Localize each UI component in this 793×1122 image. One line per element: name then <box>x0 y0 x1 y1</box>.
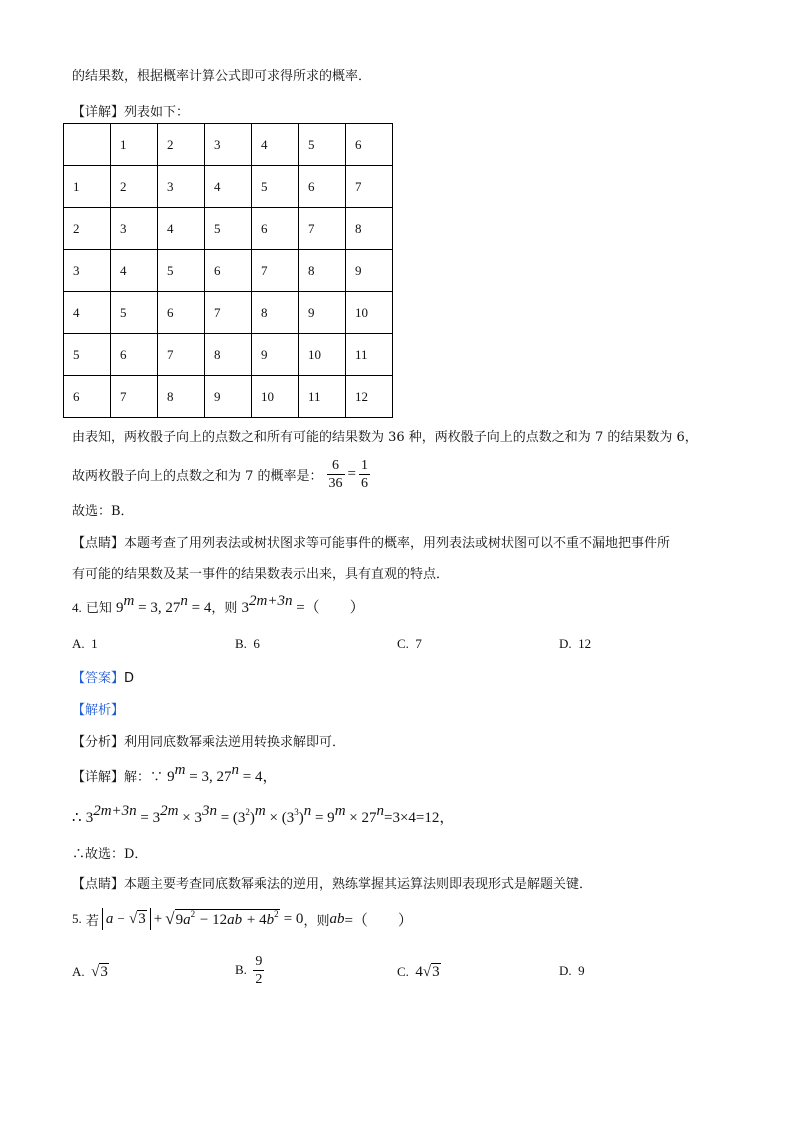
choose-line: 故选：B． <box>72 504 134 519</box>
explanation-line-2 <box>72 454 370 494</box>
fraction-denominator: 2 <box>255 971 263 987</box>
target-math <box>241 593 365 616</box>
table-row <box>64 334 393 376</box>
table-cell: 1 <box>64 166 111 208</box>
absolute-value <box>102 908 151 930</box>
option-text: 1 <box>91 636 98 651</box>
comment-line-2: 有可能的结果数及某一事件的结果数表示出来，具有直观的特点． <box>72 567 450 582</box>
explanation-prefix: 故两枚骰子向上的点数之和为 7 的概率是： <box>72 468 323 484</box>
math-var: b <box>266 912 275 928</box>
math-term: ) <box>249 810 255 826</box>
table-cell: 7 <box>158 334 205 376</box>
radicand: 3 <box>100 964 108 980</box>
q4-detail-line <box>72 762 278 786</box>
table-header-row <box>64 124 393 166</box>
table-cell: 7 <box>252 250 299 292</box>
math-exp: n <box>303 803 312 819</box>
table-cell: 6 <box>346 124 393 166</box>
comment-tag: 【点睛】 <box>72 536 125 551</box>
q5-option-c <box>397 963 441 981</box>
table-cell: 4 <box>252 124 299 166</box>
table-cell: 9 <box>299 292 346 334</box>
q4-option-c <box>397 636 422 652</box>
detail-math <box>167 762 278 785</box>
math-exp: m <box>334 803 346 819</box>
table-cell: 4 <box>111 250 158 292</box>
math-exp: n <box>231 762 239 778</box>
table-cell: 6 <box>299 166 346 208</box>
analysis-label: 【分析】 <box>72 735 125 750</box>
table-cell: 5 <box>205 208 252 250</box>
table-cell: 2 <box>64 208 111 250</box>
table-cell: 4 <box>64 292 111 334</box>
analysis-line <box>72 731 345 750</box>
table-cell: 5 <box>299 124 346 166</box>
math-term: = (3 <box>220 810 246 826</box>
math-term: = 3 <box>140 810 161 826</box>
q4-choose: ∴故选：D． <box>72 847 148 862</box>
table-cell: 10 <box>346 292 393 334</box>
sqrt-icon: √ <box>91 964 100 980</box>
therefore-symbol: ∴ <box>72 808 82 826</box>
cond-rhs-2: = 4 <box>191 600 212 616</box>
table-row <box>64 292 393 334</box>
table-cell: 7 <box>346 166 393 208</box>
question-mid: ，则 <box>211 601 238 616</box>
table-cell: 10 <box>299 334 346 376</box>
table-cell: 9 <box>252 334 299 376</box>
table-cell: 4 <box>158 208 205 250</box>
table-cell: 7 <box>205 292 252 334</box>
table-cell: 3 <box>64 250 111 292</box>
fraction-9-2 <box>253 953 264 988</box>
table-cell: 4 <box>205 166 252 208</box>
calculation-math <box>85 803 455 826</box>
table-row <box>64 208 393 250</box>
math-term: 3 <box>85 810 94 826</box>
math-exp: 2 <box>274 909 279 919</box>
comment-text: 本题考查了用列表法或树状图求等可能事件的概率，用列表法或树状图可以不重不漏地把事件所 <box>124 536 671 551</box>
math-var: a <box>183 912 191 928</box>
fraction-numerator: 1 <box>361 457 369 473</box>
question-prefix: 已知 <box>85 601 112 616</box>
comment-tag: 【点睛】 <box>72 877 125 892</box>
option-text: 9 <box>578 963 585 978</box>
question-5-stem <box>72 906 413 932</box>
option-letter: C. <box>397 964 409 979</box>
option-letter: A. <box>72 636 85 651</box>
math-exp: m <box>254 803 266 819</box>
table-cell: 5 <box>158 250 205 292</box>
target-base: 3 <box>241 600 249 616</box>
sqrt-icon: √ <box>422 964 432 980</box>
radical-body <box>175 909 280 929</box>
detail-heading <box>72 101 189 120</box>
dice-sum-table <box>63 123 393 418</box>
option-letter: D. <box>559 963 572 978</box>
table-cell: 5 <box>252 166 299 208</box>
detail-tag: 【详解】 <box>72 770 125 785</box>
math-exp: 2 <box>190 909 196 919</box>
table-cell: 3 <box>111 208 158 250</box>
answer-tag: 【答案】 <box>72 671 125 686</box>
cond-base: 9 <box>116 600 124 616</box>
analysis-tag: 【解析】 <box>72 703 125 718</box>
coefficient: 4 <box>415 964 423 980</box>
table-cell: 6 <box>111 334 158 376</box>
math-exp: 2m+3n <box>93 803 137 819</box>
option-text: 7 <box>415 636 422 651</box>
option-letter: D. <box>559 636 572 651</box>
cond-exp: m <box>123 593 135 609</box>
sqrt-icon: √ <box>165 909 175 928</box>
fraction-numerator: 9 <box>255 953 263 969</box>
question-4-stem <box>72 593 365 617</box>
table-row <box>64 376 393 418</box>
comment-text: 本题主要考查同底数幂乘法的逆用，熟练掌握其运算法则即表现形式是解题关键． <box>124 877 593 892</box>
math-term: × (3 <box>269 810 295 826</box>
fraction-numerator: 6 <box>327 457 345 475</box>
table-row <box>64 250 393 292</box>
answer-value: D <box>124 671 135 686</box>
q4-calculation <box>72 803 455 827</box>
table-cell: 6 <box>64 376 111 418</box>
table-cell: 5 <box>111 292 158 334</box>
math-term: = 4， <box>242 769 278 785</box>
cond-exp-n: n <box>180 593 188 609</box>
detail-tag: 【详解】 <box>72 105 125 120</box>
detail-text: 列表如下： <box>124 105 190 120</box>
math-op: − <box>117 911 125 926</box>
math-term: = 3, 27 <box>189 769 232 785</box>
radicand: 3 <box>138 911 146 927</box>
table-cell: 3 <box>158 166 205 208</box>
math-term: = 9 <box>314 810 335 826</box>
table-cell: 8 <box>299 250 346 292</box>
option-letter: B. <box>235 636 247 651</box>
math-exp: 2m <box>160 803 179 819</box>
sqrt-icon: √ <box>129 910 138 927</box>
equals-sign: = <box>347 465 357 482</box>
explanation-line-1: 由表知，两枚骰子向上的点数之和所有可能的结果数为 36 种，两枚骰子向上的点数之和为 7 的结果数为 6， <box>72 430 698 445</box>
option-letter: C. <box>397 636 409 651</box>
table-cell: 1 <box>111 124 158 166</box>
math-term: − 12 <box>199 912 228 928</box>
table-cell: 9 <box>346 250 393 292</box>
table-cell: 7 <box>299 208 346 250</box>
table-cell: 6 <box>158 292 205 334</box>
math-op: + <box>153 910 163 927</box>
math-exp: n <box>376 803 384 819</box>
q4-option-b <box>235 636 260 652</box>
option-letter: B. <box>235 962 247 977</box>
math-exp: m <box>174 762 186 778</box>
fraction-denominator: 36 <box>328 475 343 491</box>
q5-option-a <box>72 963 109 981</box>
q4-option-d <box>559 636 591 652</box>
fraction-6-36 <box>327 457 345 492</box>
answer-line <box>72 667 134 686</box>
math-exp: 2 <box>245 807 250 817</box>
option-text: 6 <box>253 636 260 651</box>
table-cell: 8 <box>205 334 252 376</box>
math-exp: 3 <box>294 807 299 817</box>
table-row <box>64 166 393 208</box>
math-var: ab <box>329 910 345 927</box>
table-cell: 2 <box>158 124 205 166</box>
detail-prefix: 解：∵ <box>124 770 164 785</box>
math-var: a <box>105 910 114 927</box>
fraction-1-6 <box>359 457 370 492</box>
math-term: =（ ） <box>344 912 413 929</box>
math-term: = 0 <box>283 910 304 927</box>
question-number: 4. <box>72 600 82 615</box>
analysis-text: 利用同底数幂乘法逆用转换求解即可． <box>124 735 346 750</box>
math-term: ) <box>298 810 304 826</box>
math-term: + 4 <box>246 912 267 928</box>
table-cell <box>64 124 111 166</box>
question-mid: ，则 <box>303 913 330 929</box>
intro-line: 的结果数，根据概率计算公式即可求得所求的概率． <box>72 69 372 84</box>
table-cell: 5 <box>64 334 111 376</box>
q4-option-a <box>72 636 98 652</box>
table-cell: 10 <box>252 376 299 418</box>
fraction-denominator: 6 <box>361 475 369 491</box>
cond-rhs: = 3, 27 <box>138 600 181 616</box>
table-cell: 8 <box>158 376 205 418</box>
condition-math <box>116 593 212 616</box>
table-cell: 9 <box>205 376 252 418</box>
table-cell: 11 <box>346 334 393 376</box>
option-text: 12 <box>578 636 592 651</box>
table-cell: 6 <box>252 208 299 250</box>
table-cell: 2 <box>111 166 158 208</box>
target-exp: 2m+3n <box>248 593 293 609</box>
table-cell: 7 <box>111 376 158 418</box>
table-cell: 3 <box>205 124 252 166</box>
question-prefix: 若 <box>85 913 99 929</box>
table-cell: 8 <box>252 292 299 334</box>
table-cell: 8 <box>346 208 393 250</box>
comment-line-1 <box>72 532 670 551</box>
table-cell: 12 <box>346 376 393 418</box>
table-cell: 11 <box>299 376 346 418</box>
question-number: 5. <box>72 911 82 926</box>
math-exp: 3n <box>201 803 217 819</box>
math-var: ab <box>227 912 243 928</box>
q5-option-b <box>235 950 264 990</box>
radicand: 3 <box>432 964 440 980</box>
q5-option-d <box>559 963 585 979</box>
table-cell: 6 <box>205 250 252 292</box>
q4-comment <box>72 873 592 892</box>
math-term: × 27 <box>349 810 377 826</box>
math-term: × 3 <box>182 810 202 826</box>
target-rhs: =（ ） <box>296 600 365 616</box>
option-letter: A. <box>72 964 85 979</box>
math-term: 9 <box>167 769 175 785</box>
math-term: =3×4=12， <box>384 810 455 826</box>
math-term: 9 <box>175 912 184 928</box>
